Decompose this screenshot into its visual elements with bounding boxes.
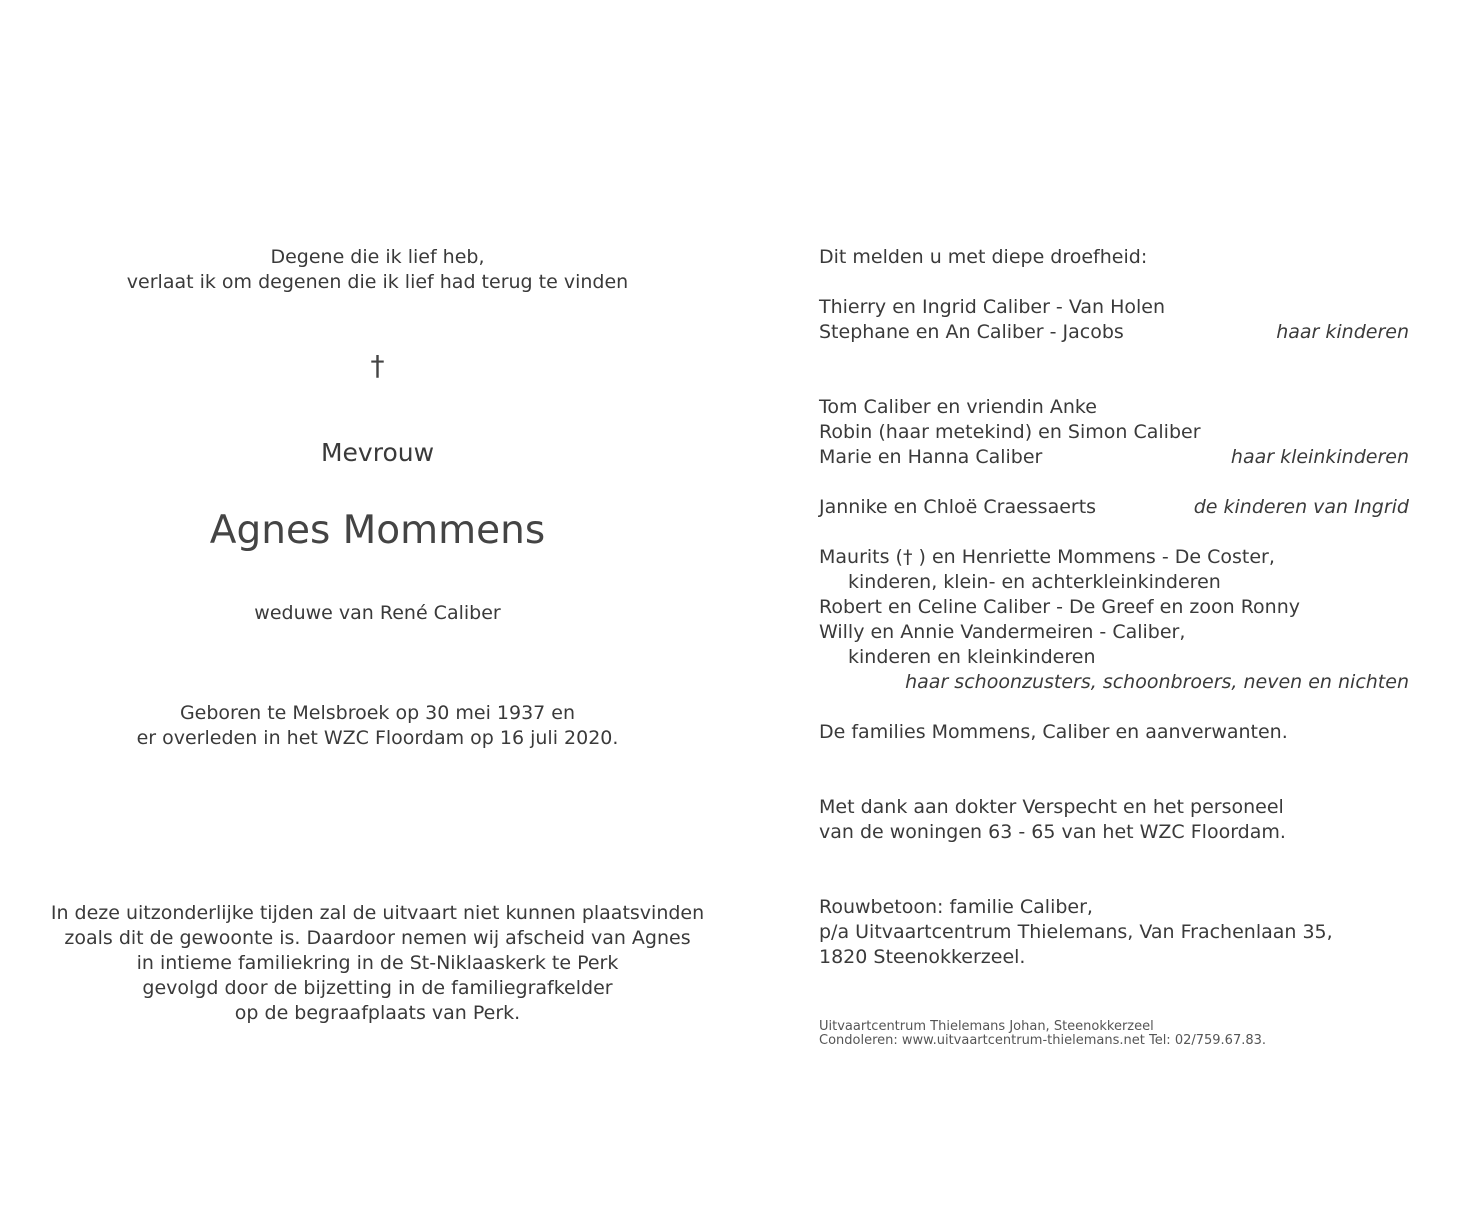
thanks-line: van de woningen 63 - 65 van het WZC Floordam. (819, 821, 1286, 843)
notice-line: in intieme familiekring in de St-Niklaaskerk te Perk (136, 952, 619, 974)
family-line: kinderen, klein- en achterkleinkinderen (848, 571, 1221, 593)
address-line: 1820 Steenokkerzeel. (819, 946, 1026, 968)
cross-symbol: † (370, 349, 385, 382)
poem-line: Degene die ik lief heb, (270, 246, 485, 268)
funeral-notice (0, 901, 755, 1026)
family-line: Thierry en Ingrid Caliber - Van Holen (819, 296, 1165, 318)
ingrid-kids-block (819, 495, 1409, 520)
family-line (819, 670, 1409, 695)
family-line: Maurits († ) en Henriette Mommens - De Coster, (819, 546, 1275, 568)
family-line-text: Jannike en Chloë Craessaerts (819, 496, 1097, 518)
footer-info (819, 1020, 1266, 1048)
thanks-line: Met dank aan dokter Verspecht en het personeel (819, 796, 1284, 818)
family-line: Robert en Celine Caliber - De Greef en zoon Ronny (819, 596, 1301, 618)
death-line: er overleden in het WZC Floordam op 16 juli 2020. (136, 727, 619, 749)
family-line: kinderen en kleinkinderen (848, 646, 1096, 668)
families-block (819, 720, 1409, 745)
grandchildren-block (819, 395, 1409, 470)
notice-line: op de begraafplaats van Perk. (234, 1002, 521, 1024)
family-line-text: Stephane en An Caliber - Jacobs (819, 321, 1124, 343)
role-label: haar schoonzusters, schoonbroers, neven en nichten (905, 671, 1409, 693)
family-line (819, 445, 1409, 470)
notice-line: In deze uitzonderlijke tijden zal de uitvaart niet kunnen plaatsvinden (50, 902, 705, 924)
family-line: De families Mommens, Caliber en aanverwanten. (819, 721, 1288, 743)
family-line: Willy en Annie Vandermeiren - Caliber, (819, 621, 1186, 643)
poem (0, 245, 755, 295)
deceased-name: Agnes Mommens (209, 508, 546, 553)
address-line: Rouwbetoon: familie Caliber, (819, 896, 1093, 918)
birth-death-info (0, 701, 755, 751)
address-line: p/a Uitvaartcentrum Thielemans, Van Frachenlaan 35, (819, 921, 1333, 943)
poem-line: verlaat ik om degenen die ik lief had terug te vinden (126, 271, 629, 293)
birth-line: Geboren te Melsbroek op 30 mei 1937 en (179, 702, 576, 724)
family-line (819, 320, 1409, 345)
role-label: de kinderen van Ingrid (1193, 496, 1409, 518)
intro-text (819, 245, 1409, 270)
honorific: Mevrouw (320, 438, 435, 467)
role-label: haar kleinkinderen (1230, 446, 1409, 468)
intro-line: Dit melden u met diepe droefheid: (819, 246, 1148, 268)
inlaws-block (819, 545, 1409, 695)
family-line-text: Marie en Hanna Caliber (819, 446, 1043, 468)
widow-of: weduwe van René Caliber (254, 602, 501, 624)
family-line: Tom Caliber en vriendin Anke (819, 396, 1097, 418)
address-block (819, 895, 1409, 970)
thanks-block (819, 795, 1409, 845)
family-line: Robin (haar metekind) en Simon Caliber (819, 421, 1201, 443)
funeral-home-line: Uitvaartcentrum Thielemans Johan, Steenokkerzeel (819, 1019, 1154, 1034)
children-block (819, 295, 1409, 345)
notice-line: gevolgd door de bijzetting in de familiegrafkelder (142, 977, 613, 999)
condolence-line: Condoleren: www.uitvaartcentrum-thielemans.net Tel: 02/759.67.83. (819, 1033, 1267, 1048)
role-label: haar kinderen (1276, 321, 1409, 343)
family-line (819, 495, 1409, 520)
notice-line: zoals dit de gewoonte is. Daardoor nemen wij afscheid van Agnes (64, 927, 691, 949)
